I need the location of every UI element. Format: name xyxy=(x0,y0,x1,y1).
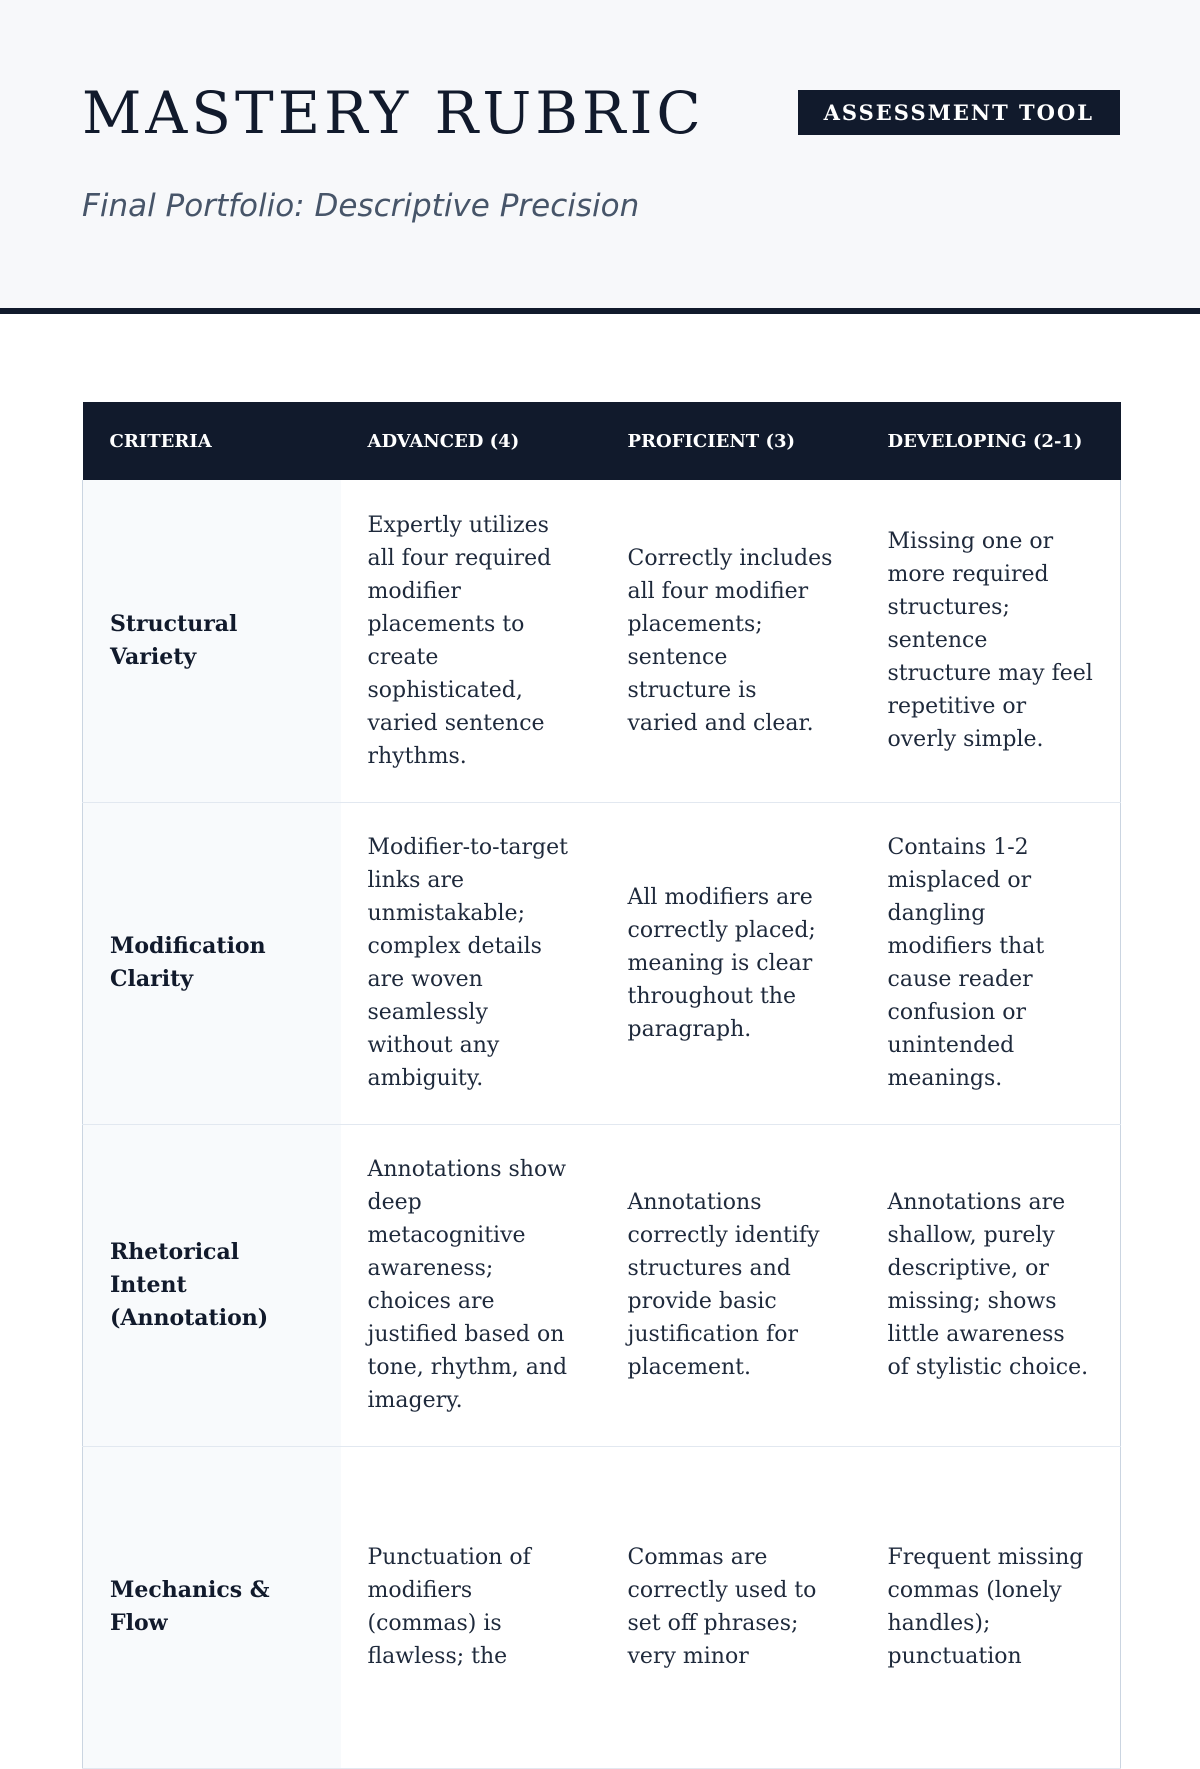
criteria-cell: Modification Clarity xyxy=(83,802,341,1124)
table-row xyxy=(83,1124,1121,1446)
developing-cell: Missing one or more required structures; sentence structure may feel repetitive or overly simple. xyxy=(861,480,1121,802)
table-row xyxy=(83,480,1121,802)
column-header-advanced: ADVANCED (4) xyxy=(367,430,520,452)
column-header-developing: DEVELOPING (2-1) xyxy=(887,430,1083,452)
proficient-cell: Annotations correctly identify structures and provide basic justification for placement. xyxy=(601,1124,861,1446)
proficient-cell: All modifiers are correctly placed; meaning is clear throughout the paragraph. xyxy=(601,802,861,1124)
developing-cell: Contains 1-2 misplaced or dangling modifiers that cause reader confusion or unintended meanings. xyxy=(861,802,1121,1124)
column-header-proficient: PROFICIENT (3) xyxy=(627,430,796,452)
criteria-cell: Structural Variety xyxy=(83,480,341,802)
developing-cell: Frequent missing commas (lonely handles); punctuation xyxy=(861,1446,1121,1768)
advanced-cell: Punctuation of modifiers (commas) is flawless; the xyxy=(341,1446,601,1768)
page-title: MASTERY RUBRIC xyxy=(82,79,705,147)
table-row xyxy=(83,802,1121,1124)
column-header-criteria: CRITERIA xyxy=(109,430,212,452)
assessment-tool-badge: ASSESSMENT TOOL xyxy=(798,90,1120,135)
advanced-cell: Expertly utilizes all four required modifier placements to create sophisticated, varied sentence rhythms. xyxy=(341,480,601,802)
rubric-table xyxy=(82,402,1121,1769)
page-header xyxy=(0,0,1200,314)
criteria-cell: Mechanics & Flow xyxy=(83,1446,341,1768)
developing-cell: Annotations are shallow, purely descriptive, or missing; shows little awareness of stylistic choice. xyxy=(861,1124,1121,1446)
proficient-cell: Commas are correctly used to set off phrases; very minor xyxy=(601,1446,861,1768)
page-subtitle: Final Portfolio: Descriptive Precision xyxy=(82,188,640,224)
rubric-table-container xyxy=(82,402,1120,1769)
advanced-cell: Modifier-to-target links are unmistakable; complex details are woven seamlessly without any ambiguity. xyxy=(341,802,601,1124)
criteria-cell: Rhetorical Intent (Annotation) xyxy=(83,1124,341,1446)
advanced-cell: Annotations show deep metacognitive awareness; choices are justified based on tone, rhythm, and imagery. xyxy=(341,1124,601,1446)
proficient-cell: Correctly includes all four modifier placements; sentence structure is varied and clear. xyxy=(601,480,861,802)
table-row xyxy=(83,1446,1121,1768)
table-header-row xyxy=(83,402,1121,480)
